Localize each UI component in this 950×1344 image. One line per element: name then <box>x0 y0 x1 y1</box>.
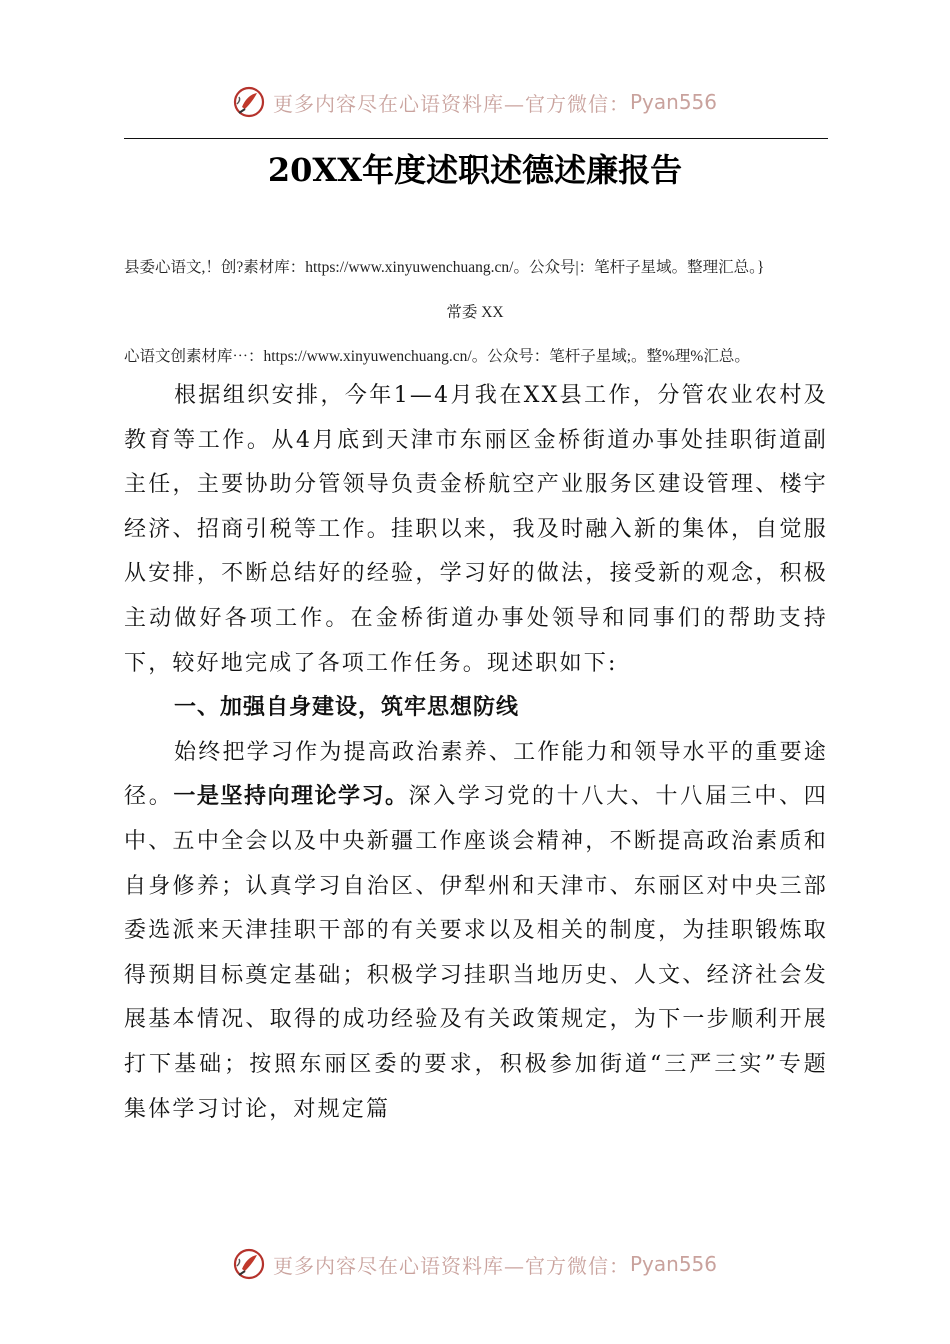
header-watermark-banner <box>0 80 950 124</box>
watermark-text: 更多内容尽在心语资料库—官方微信： <box>272 1253 630 1278</box>
source-note-1: 县委心语文,！创?素材库：https://www.xinyuwenchuang.cn/。公众号|：笔杆子星域。整理汇总。} <box>124 259 765 276</box>
section-heading-1: 一、加强自身建设，筑牢思想防线 <box>174 695 520 721</box>
source-note-2: 心语文创素材库⋯：https://www.xinyuwenchuang.cn/。公众号：笔杆子星域;。整%理%汇总。 <box>124 348 750 365</box>
watermark-text: 更多内容尽在心语资料库—官方微信： <box>272 91 630 116</box>
document-title: 20XX年度述职述德述廉报告 <box>267 151 683 189</box>
paragraph-study-start: 始终把学习作为提高政治素养、工作能力和领导水平的重要途径。 <box>124 739 828 810</box>
footer-watermark-banner <box>0 1242 950 1286</box>
pen-logo-icon <box>233 85 267 119</box>
watermark-wechat-id: Pyan556 <box>629 1252 717 1276</box>
paragraph-study <box>124 731 828 1132</box>
author-line: 常委 XX <box>446 304 504 321</box>
pen-logo-icon <box>233 1247 267 1281</box>
paragraph-study-bold-lead: 一是坚持向理论学习。 <box>173 784 409 810</box>
paragraph-study-rest: 深入学习党的十八大、十八届三中、四中、五中全会以及中央新疆工作座谈会精神，不断提高政治素质和自身修养；认真学习自治区、伊犁州和天津市、东丽区对中央三部委选派来天津挂职干部的有关要求以及相关的制度，为挂职锻炼取得预期目标奠定基础；积极学习挂职当地历史、人文、经济社会发展基本情况、取得的成功经验及有关政策规定，为下一步顺利开展打下基础；按照东丽区委的要求，积极参加街道“三严三实”专题集体学习讨论，对规定篇 <box>124 784 828 1122</box>
header-rule <box>124 138 828 139</box>
watermark-wechat-id: Pyan556 <box>629 90 717 114</box>
paragraph-intro: 根据组织安排，今年1—4月我在XX县工作，分管农业农村及教育等工作。从4月底到天津市东丽区金桥街道办事处挂职街道副主任，主要协助分管领导负责金桥航空产业服务区建设管理、楼宇经济、招商引税等工作。挂职以来，我及时融入新的集体，自觉服从安排，不断总结好的经验，学习好的做法，接受新的观念，积极主动做好各项工作。在金桥街道办事处领导和同事们的帮助支持下，较好地完成了各项工作任务。现述职如下: <box>124 383 828 676</box>
document-body <box>124 374 828 1132</box>
